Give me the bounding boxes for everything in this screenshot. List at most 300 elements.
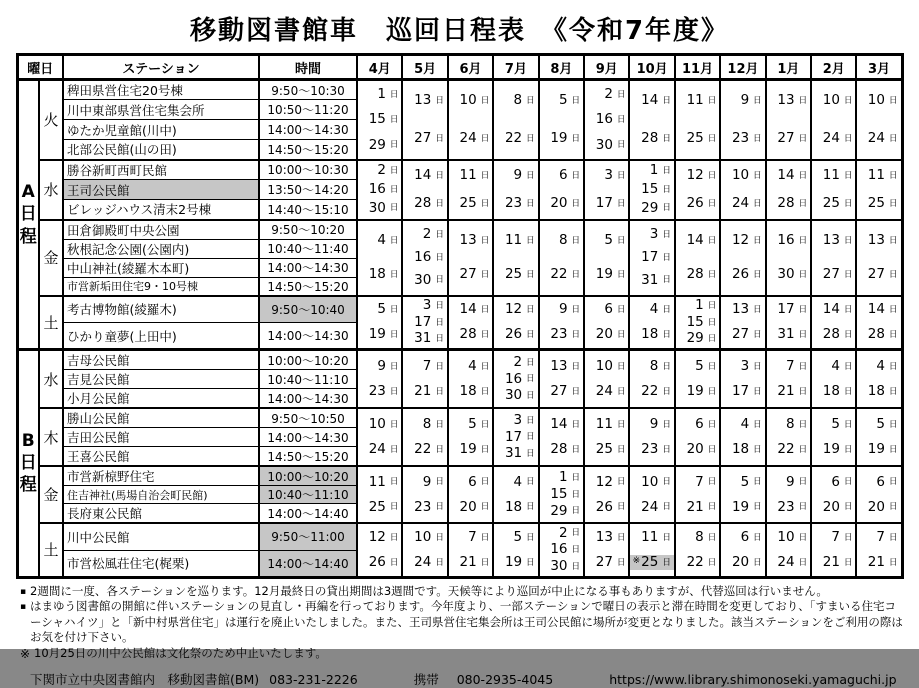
day-suffix: 日	[389, 235, 399, 246]
visit-date	[812, 384, 855, 399]
day-suffix: 日	[888, 330, 898, 341]
station-name: ひかり童夢(上田中)	[63, 323, 259, 350]
day-suffix: 日	[616, 89, 626, 100]
station-name: 王司公民館	[63, 180, 259, 200]
day-suffix: 日	[526, 357, 535, 368]
day-suffix: 日	[707, 361, 717, 372]
date-number: 27	[595, 553, 613, 570]
date-number: 21	[686, 498, 704, 515]
asterisk-icon: ※	[632, 556, 641, 567]
date-cell-11月	[675, 523, 720, 577]
date-number: 7	[876, 528, 885, 545]
date-cell-4月	[357, 160, 402, 220]
visit-date	[812, 327, 855, 342]
date-number: 26	[368, 553, 386, 570]
date-number: 18	[641, 326, 659, 343]
date-cell-12月	[720, 220, 765, 296]
visit-date	[630, 359, 673, 374]
day-suffix: 日	[798, 96, 808, 107]
date-cell-12月	[720, 80, 765, 160]
visit-date	[721, 168, 764, 183]
visit-date	[403, 331, 446, 346]
date-number: 8	[649, 358, 659, 375]
day-suffix: 日	[480, 134, 490, 145]
date-number: 6	[876, 473, 885, 490]
day-suffix: 日	[798, 502, 808, 513]
station-name: ゆたか児童館(川中)	[63, 120, 259, 140]
visit-date	[767, 93, 810, 108]
header-month-8月: 8月	[539, 55, 584, 80]
day-suffix: 日	[480, 235, 490, 246]
date-cell-12月	[720, 523, 765, 577]
date-cell-7月	[493, 408, 538, 466]
visit-date	[630, 417, 673, 432]
contact-line	[30, 670, 919, 688]
date-cell-1月	[766, 466, 811, 523]
visit-date	[721, 267, 764, 282]
station-time: 14:50～15:20	[259, 140, 357, 160]
day-suffix: 日	[389, 184, 399, 195]
date-cell-5月	[402, 160, 447, 220]
visit-date	[540, 526, 583, 541]
day-suffix: 日	[435, 230, 444, 241]
station-time: 13:50～14:20	[259, 180, 357, 200]
date-number: 2	[422, 226, 432, 243]
day-suffix: 日	[526, 448, 535, 459]
station-name: 市営新垢田住宅9・10号棟	[63, 277, 259, 296]
day-suffix: 日	[662, 330, 671, 341]
contact-mobile-label: 携帯	[413, 671, 439, 687]
date-number: 3	[740, 358, 750, 375]
table-header-row	[17, 55, 902, 80]
visit-date	[857, 475, 900, 490]
day-of-week-label: 木	[39, 408, 63, 466]
station-name: 吉母公民館	[63, 350, 259, 370]
day-suffix: 日	[843, 269, 853, 280]
asterisk-icon: ※	[19, 646, 31, 661]
day-suffix: 日	[480, 330, 490, 341]
station-name: 秋根記念公園(公園内)	[63, 239, 259, 258]
date-number: 5	[740, 473, 750, 490]
day-suffix: 日	[843, 198, 853, 209]
date-number: 12	[368, 528, 386, 545]
day-suffix: 日	[526, 390, 535, 401]
day-suffix: 日	[662, 386, 671, 397]
date-cell-7月	[493, 80, 538, 160]
station-name: 北部公民館(山の田)	[63, 140, 259, 160]
visit-date	[767, 302, 810, 317]
day-suffix: 日	[571, 235, 581, 246]
date-number: 6	[558, 167, 568, 184]
schedule-label	[17, 350, 39, 578]
visit-date	[721, 359, 764, 374]
day-suffix: 日	[435, 557, 444, 568]
date-number: 9	[649, 416, 659, 433]
visit-date	[767, 233, 810, 248]
day-suffix: 日	[571, 528, 581, 539]
date-number: 30	[504, 387, 523, 404]
visit-date	[630, 182, 673, 197]
day-of-week-label: 火	[39, 80, 63, 160]
date-number: 28	[459, 326, 477, 343]
date-number: 11	[595, 416, 613, 433]
day-suffix: 日	[753, 477, 762, 488]
visit-date	[630, 442, 673, 457]
visit-date	[812, 233, 855, 248]
day-suffix: 日	[707, 96, 717, 107]
date-cell-2月	[811, 296, 856, 350]
visit-date	[630, 250, 673, 265]
visit-date	[358, 112, 401, 127]
date-number: 10	[595, 358, 613, 375]
visit-date	[494, 555, 537, 570]
station-row	[17, 220, 902, 240]
date-cell-2月	[811, 220, 856, 296]
day-suffix: 日	[707, 198, 717, 209]
date-number: 17	[641, 249, 659, 266]
date-cell-3月	[856, 466, 902, 523]
date-number: 20	[822, 498, 840, 515]
date-number: 30	[414, 271, 432, 288]
visit-date	[358, 442, 401, 457]
visit-date	[403, 298, 446, 313]
day-suffix: 日	[435, 317, 444, 328]
visit-date	[494, 413, 537, 428]
date-number: 17	[595, 195, 613, 212]
date-cell-4月	[357, 408, 402, 466]
visit-date	[676, 442, 719, 457]
day-suffix: 日	[435, 532, 444, 543]
day-suffix: 日	[526, 432, 535, 443]
station-name: 長府東公民館	[63, 504, 259, 524]
date-cell-8月	[539, 80, 584, 160]
visit-date	[857, 327, 900, 342]
station-name: 田倉御殿町中央公園	[63, 220, 259, 240]
day-suffix: 日	[389, 361, 399, 372]
day-suffix: 日	[662, 557, 671, 568]
day-suffix: 日	[843, 134, 853, 145]
station-name: 市営松風荘住宅(梶栗)	[63, 550, 259, 577]
day-suffix: 日	[843, 532, 853, 543]
day-suffix: 日	[571, 473, 581, 484]
visit-date	[449, 196, 492, 211]
day-suffix: 日	[616, 532, 626, 543]
date-cell-6月	[448, 160, 493, 220]
date-number: 9	[785, 473, 795, 490]
date-cell-6月	[448, 80, 493, 160]
visit-date	[721, 93, 764, 108]
date-number: 25	[867, 195, 885, 212]
station-name: 住吉神社(馬場自治会町民館)	[63, 486, 259, 504]
date-number: 13	[459, 232, 477, 249]
visit-date	[676, 93, 719, 108]
date-cell-9月	[584, 296, 629, 350]
date-number: 16	[414, 249, 432, 266]
day-suffix: 日	[616, 170, 626, 181]
header-month-7月: 7月	[493, 55, 538, 80]
date-number: 2	[377, 162, 386, 179]
visit-date	[812, 267, 855, 282]
visit-date	[494, 233, 537, 248]
notes-section	[16, 584, 905, 662]
visit-date	[494, 500, 537, 515]
day-suffix: 日	[571, 305, 581, 316]
day-suffix: 日	[435, 444, 444, 455]
day-suffix: 日	[753, 235, 762, 246]
date-number: 23	[414, 498, 432, 515]
date-number: 27	[777, 130, 795, 147]
date-number: 26	[686, 195, 704, 212]
date-number: 21	[777, 383, 795, 400]
day-suffix: 日	[389, 89, 399, 100]
day-suffix: 日	[571, 489, 581, 500]
day-suffix: 日	[798, 386, 808, 397]
visit-date	[721, 500, 764, 515]
contact-org: 下関市立中央図書館内 移動図書館(BM)	[30, 671, 260, 687]
date-number: 6	[831, 473, 840, 490]
date-number: 27	[822, 266, 840, 283]
visit-date	[358, 87, 401, 102]
visit-date	[630, 273, 673, 288]
visit-date	[676, 196, 719, 211]
date-cell-3月	[856, 80, 902, 160]
day-suffix: 日	[616, 140, 626, 151]
date-number: 1	[695, 297, 704, 314]
visit-date	[403, 530, 446, 545]
visit-date	[540, 233, 583, 248]
day-suffix: 日	[616, 305, 626, 316]
visit-date	[630, 131, 673, 146]
date-cell-9月	[584, 350, 629, 409]
visit-date	[676, 384, 719, 399]
station-time: 10:00～10:30	[259, 160, 357, 180]
date-number: 12	[595, 473, 613, 490]
visit-date	[676, 331, 719, 346]
date-number: 23	[504, 195, 523, 212]
visit-date	[630, 201, 673, 216]
note-text: 2週間に一度、各ステーションを巡ります。12月最終日の貸出期間は3週間です。天候等により巡回が中止になる事もありますが、代替巡回は行いません。	[30, 583, 828, 598]
date-number: 21	[867, 553, 885, 570]
date-number: 24	[822, 130, 840, 147]
visit-date	[585, 112, 628, 127]
day-suffix: 日	[526, 269, 535, 280]
date-number: 6	[740, 528, 750, 545]
date-number: 4	[513, 473, 523, 490]
date-number: 1	[558, 469, 568, 486]
station-row	[17, 80, 902, 100]
day-suffix: 日	[571, 96, 581, 107]
visit-date	[767, 417, 810, 432]
visit-date	[540, 196, 583, 211]
date-number: 26	[731, 266, 750, 283]
day-suffix: 日	[571, 170, 581, 181]
date-number: 8	[513, 92, 523, 109]
schedule-label	[17, 80, 39, 350]
date-number: 8	[785, 416, 795, 433]
visit-date	[857, 302, 900, 317]
station-time: 14:50～15:20	[259, 447, 357, 467]
day-suffix: 日	[526, 557, 535, 568]
date-cell-6月	[448, 466, 493, 523]
day-suffix: 日	[843, 444, 853, 455]
date-cell-1月	[766, 350, 811, 409]
station-name: 吉見公民館	[63, 370, 259, 389]
date-number: 14	[550, 416, 568, 433]
date-number: 14	[867, 301, 885, 318]
day-suffix: 日	[753, 419, 762, 430]
day-suffix: 日	[843, 419, 853, 430]
date-cell-3月	[856, 350, 902, 409]
date-cell-10月	[629, 220, 674, 296]
date-number: 14	[686, 232, 704, 249]
visit-date	[857, 196, 900, 211]
date-cell-1月	[766, 523, 811, 577]
day-suffix: 日	[707, 317, 717, 328]
day-suffix: 日	[480, 444, 490, 455]
station-row	[17, 350, 902, 370]
day-suffix: 日	[753, 170, 762, 181]
date-number: 20	[459, 498, 477, 515]
visit-date	[449, 327, 492, 342]
date-number: 24	[459, 130, 477, 147]
date-cell-6月	[448, 523, 493, 577]
date-cell-7月	[493, 296, 538, 350]
date-number: 27	[414, 130, 432, 147]
date-number: 29	[686, 330, 704, 347]
day-suffix: 日	[662, 252, 671, 263]
visit-date	[857, 267, 900, 282]
date-number: 19	[822, 441, 840, 458]
visit-date	[449, 131, 492, 146]
date-cell-1月	[766, 296, 811, 350]
station-name: 勝谷新町西町民館	[63, 160, 259, 180]
day-suffix: 日	[888, 134, 898, 145]
visit-date	[767, 131, 810, 146]
date-cell-4月	[357, 466, 402, 523]
visit-date	[449, 359, 492, 374]
visit-date	[358, 530, 401, 545]
station-name: 勝山公民館	[63, 408, 259, 428]
day-suffix: 日	[662, 419, 671, 430]
day-suffix: 日	[798, 269, 808, 280]
day-suffix: 日	[843, 477, 853, 488]
schedule-label-char: 程	[19, 226, 37, 247]
date-cell-2月	[811, 80, 856, 160]
date-number: 17	[777, 301, 795, 318]
day-suffix: 日	[662, 361, 671, 372]
day-suffix: 日	[616, 502, 626, 513]
day-suffix: 日	[843, 557, 853, 568]
date-cell-1月	[766, 220, 811, 296]
header-month-11月: 11月	[675, 55, 720, 80]
day-suffix: 日	[888, 386, 898, 397]
day-suffix: 日	[435, 275, 444, 286]
day-suffix: 日	[662, 230, 671, 241]
date-number: 18	[731, 441, 750, 458]
date-cell-4月	[357, 523, 402, 577]
date-number: 4	[649, 301, 659, 318]
date-number: 7	[468, 528, 477, 545]
day-suffix: 日	[616, 330, 626, 341]
visit-date	[630, 384, 673, 399]
date-cell-2月	[811, 160, 856, 220]
date-number: 28	[414, 195, 432, 212]
day-suffix: 日	[843, 235, 853, 246]
visit-date	[585, 302, 628, 317]
day-suffix: 日	[753, 361, 762, 372]
date-cell-5月	[402, 350, 447, 409]
visit-date	[812, 196, 855, 211]
date-number: 16	[777, 232, 795, 249]
date-number: 15	[686, 313, 704, 330]
day-suffix: 日	[843, 305, 853, 316]
date-number: 19	[368, 326, 386, 343]
visit-date	[494, 93, 537, 108]
visit-date	[585, 233, 628, 248]
date-number: 11	[822, 167, 840, 184]
header-month-10月: 10月	[629, 55, 674, 80]
date-number: 11	[641, 528, 659, 545]
visit-date	[857, 168, 900, 183]
visit-date	[721, 442, 764, 457]
day-suffix: 日	[798, 557, 808, 568]
date-number: 25	[595, 441, 613, 458]
visit-date	[630, 163, 673, 178]
header-time: 時間	[259, 55, 357, 80]
contact-url[interactable]: https://www.library.shimonoseki.yamaguchi.jp	[609, 671, 897, 687]
day-of-week-label: 土	[39, 523, 63, 577]
day-suffix: 日	[526, 330, 535, 341]
day-suffix: 日	[798, 170, 808, 181]
visit-date	[767, 359, 810, 374]
day-suffix: 日	[480, 386, 490, 397]
date-cell-5月	[402, 80, 447, 160]
date-cell-11月	[675, 408, 720, 466]
visit-date	[812, 530, 855, 545]
date-number: 23	[731, 130, 750, 147]
date-number: 18	[368, 266, 386, 283]
visit-date	[540, 559, 583, 574]
day-suffix: 日	[798, 477, 808, 488]
visit-date	[857, 555, 900, 570]
date-number: 9	[377, 358, 386, 375]
date-number: 5	[468, 416, 477, 433]
date-cell-8月	[539, 296, 584, 350]
date-number: 2	[513, 353, 523, 370]
date-number: 13	[414, 92, 432, 109]
visit-date	[403, 500, 446, 515]
date-number: 3	[649, 226, 659, 243]
date-cell-3月	[856, 408, 902, 466]
visit-date	[494, 388, 537, 403]
day-suffix: 日	[662, 477, 671, 488]
date-number: 18	[867, 383, 885, 400]
station-time: 14:50～15:20	[259, 277, 357, 296]
day-suffix: 日	[753, 305, 762, 316]
date-cell-12月	[720, 408, 765, 466]
visit-date	[449, 530, 492, 545]
day-suffix: 日	[526, 235, 535, 246]
date-cell-10月	[629, 160, 674, 220]
day-suffix: 日	[753, 96, 762, 107]
visit-date	[449, 384, 492, 399]
station-time: 9:50～10:30	[259, 80, 357, 100]
visit-date	[721, 555, 764, 570]
date-number: 21	[459, 553, 477, 570]
date-number: 21	[414, 383, 432, 400]
day-suffix: 日	[571, 198, 581, 209]
date-number: 7	[422, 358, 432, 375]
